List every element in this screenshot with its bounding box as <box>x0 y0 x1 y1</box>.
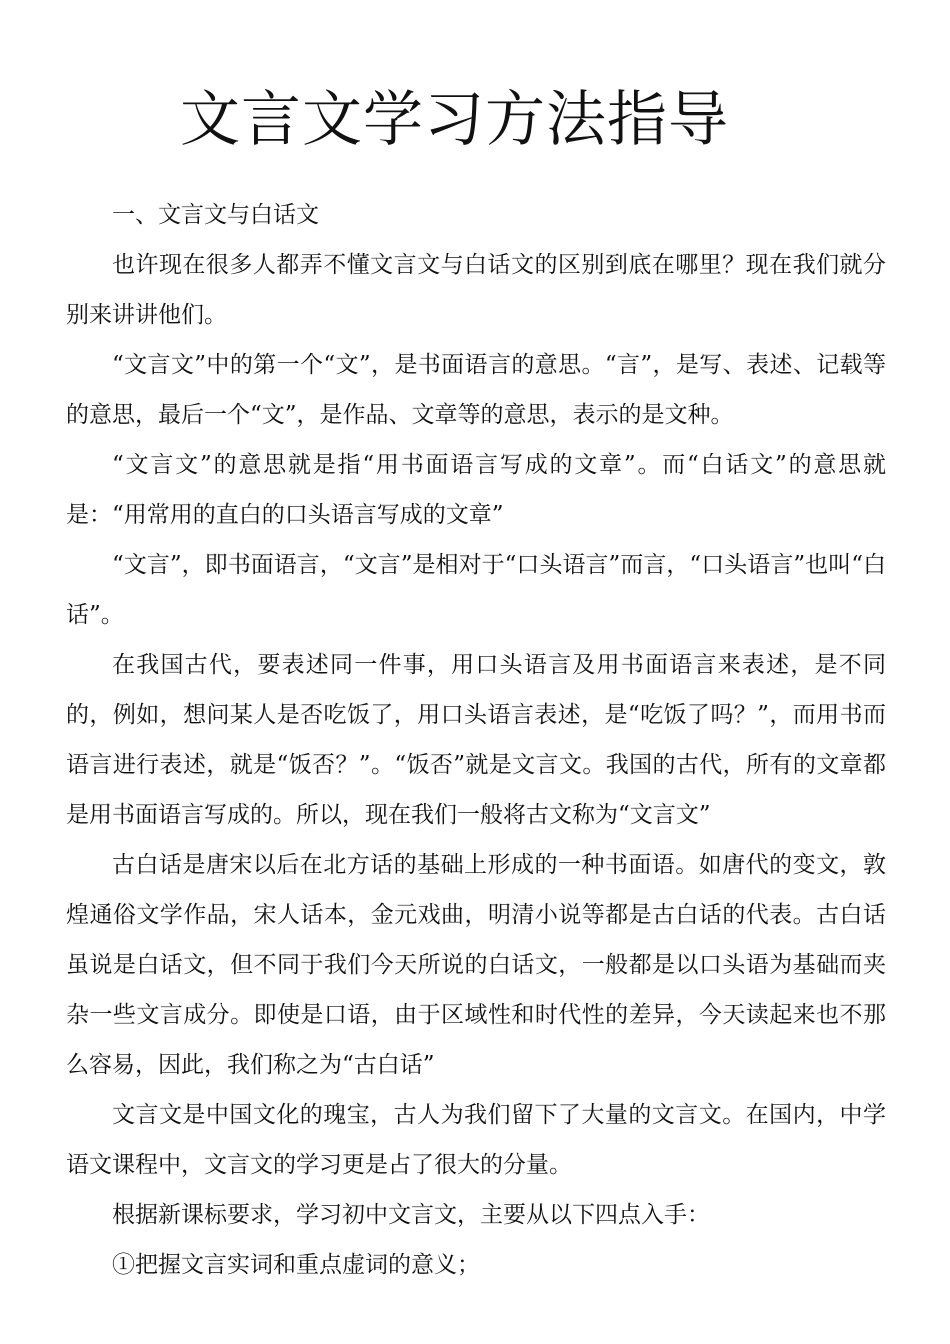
section-heading: 一、文言文与白话文 <box>112 202 319 228</box>
document-title: 文言文学习方法指导 <box>180 85 729 155</box>
paragraph: “文言文”中的第一个“文”，是书面语言的意思。“言”，是写、表述、记载等的意思，最后一个“文”，是作品、文章等的意思，表示的是文种。 <box>66 352 886 428</box>
paragraph: 文言文是中国文化的瑰宝，古人为我们留下了大量的文言文。在国内，中学语文课程中，文言文的学习更是占了很大的分量。 <box>66 1102 886 1178</box>
paragraph: “文言”，即书面语言，“文言”是相对于“口头语言”而言，“口头语言”也叫“白话”。 <box>66 552 886 628</box>
paragraph: 古白话是唐宋以后在北方话的基础上形成的一种书面语。如唐代的变文，敦煌通俗文学作品，宋人话本，金元戏曲，明清小说等都是古白话的代表。古白话虽说是白话文，但不同于我们今天所说的白话文，一般都是以口头语为基础而夹杂一些文言成分。即使是口语，由于区域性和时代性的差异，今天读起来也不那么容易，因此，我们称之为“古白话” <box>66 852 886 1078</box>
document-body <box>66 190 886 1290</box>
paragraph: 根据新课标要求，学习初中文言文，主要从以下四点入手： <box>112 1202 710 1228</box>
paragraph: 在我国古代，要表述同一件事，用口头语言及用书面语言来表述，是不同的，例如，想问某人是否吃饭了，用口头语言表述，是“吃饭了吗？”，而用书而语言进行表述，就是“饭否？”。“饭否”就是文言文。我国的古代，所有的文章都是用书面语言写成的。所以，现在我们一般将古文称为“文言文” <box>66 652 886 828</box>
paragraph: 也许现在很多人都弄不懂文言文与白话文的区别到底在哪里？现在我们就分别来讲讲他们。 <box>66 252 886 328</box>
paragraph: ①把握文言实词和重点虚词的意义； <box>112 1252 480 1278</box>
paragraph: “文言文”的意思就是指“用书面语言写成的文章”。而“白话文”的意思就是：“用常用的直白的口头语言写成的文章” <box>66 452 886 528</box>
